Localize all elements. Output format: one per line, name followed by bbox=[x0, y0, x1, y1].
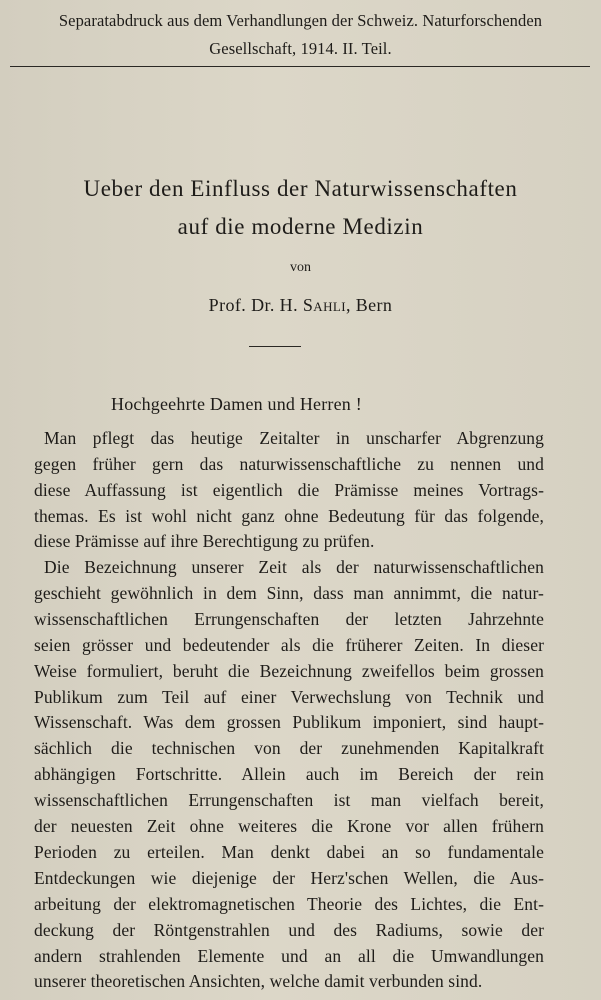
body-line: wissenschaftlichen Errungenschaften der letzten Jahrzehnte bbox=[34, 609, 544, 629]
author-prefix: Prof. Dr. H. bbox=[208, 295, 303, 315]
body-line: sächlich die technischen von der zunehmenden Kapitalkraft bbox=[34, 738, 544, 758]
body-line: Weise formuliert, beruht die Bezeichnung zweifellos beim grossen bbox=[34, 661, 544, 681]
body-line: Entdeckungen wie diejenige der Herz'schen Wellen, die Aus- bbox=[34, 868, 544, 888]
body-line: abhängigen Fortschritte. Allein auch im Bereich der rein bbox=[34, 764, 544, 784]
body-line: themas. Es ist wohl nicht ganz ohne Bedeutung für das folgende, bbox=[34, 506, 544, 526]
body-line: arbeitung der elektromagnetischen Theorie des Lichtes, die Ent- bbox=[34, 894, 544, 914]
body-line: Publikum zum Teil auf einer Verwechslung von Technik und bbox=[34, 687, 544, 707]
body-line: wissenschaftlichen Errungenschaften ist man vielfach bereit, bbox=[34, 790, 544, 810]
body-line: der neuesten Zeit ohne weiteres die Krone vor allen frühern bbox=[34, 816, 544, 836]
salutation: Hochgeehrte Damen und Herren ! bbox=[111, 394, 362, 414]
author-line bbox=[0, 295, 601, 316]
header-line-2: Gesellschaft, 1914. II. Teil. bbox=[209, 39, 392, 58]
author-suffix: , Bern bbox=[345, 295, 393, 315]
body-line: diese Prämisse auf ihre Berechtigung zu prüfen. bbox=[34, 531, 375, 551]
body-line: Wissenschaft. Was dem grossen Publikum imponiert, sind haupt- bbox=[34, 712, 544, 732]
body-line: andern strahlenden Elemente und an all die Umwandlungen bbox=[34, 946, 544, 966]
byline-von: von bbox=[290, 260, 311, 275]
section-rule bbox=[249, 346, 301, 347]
body-line: seien grösser und bedeutender als die früherer Zeiten. In dieser bbox=[34, 635, 544, 655]
body-line: Perioden zu erteilen. Man denkt dabei an so fundamentale bbox=[34, 842, 544, 862]
title-line-2: auf die moderne Medizin bbox=[177, 214, 424, 239]
header-line-1: Separatabdruck aus dem Verhandlungen der Schweiz. Naturforschenden bbox=[58, 11, 543, 30]
title-line-1: Ueber den Einfluss der Naturwissenschaften bbox=[83, 176, 518, 201]
author-name: Sahli bbox=[302, 295, 346, 315]
body-line: Die Bezeichnung unserer Zeit als der naturwissenschaftlichen bbox=[44, 557, 544, 577]
body-line: Man pflegt das heutige Zeitalter in unscharfer Abgrenzung bbox=[44, 428, 544, 448]
body-line: geschieht gewöhnlich in dem Sinn, dass man annimmt, die natur- bbox=[34, 583, 544, 603]
body-line: deckung der Röntgenstrahlen und des Radiums, sowie der bbox=[34, 920, 544, 940]
header-rule bbox=[10, 66, 590, 67]
body-line: diese Auffassung ist eigentlich die Prämisse meines Vortrags- bbox=[34, 480, 544, 500]
body-line: unserer theoretischen Ansichten, welche damit verbunden sind. bbox=[34, 971, 483, 991]
body-line: gegen früher gern das naturwissenschaftliche zu nennen und bbox=[34, 454, 544, 474]
